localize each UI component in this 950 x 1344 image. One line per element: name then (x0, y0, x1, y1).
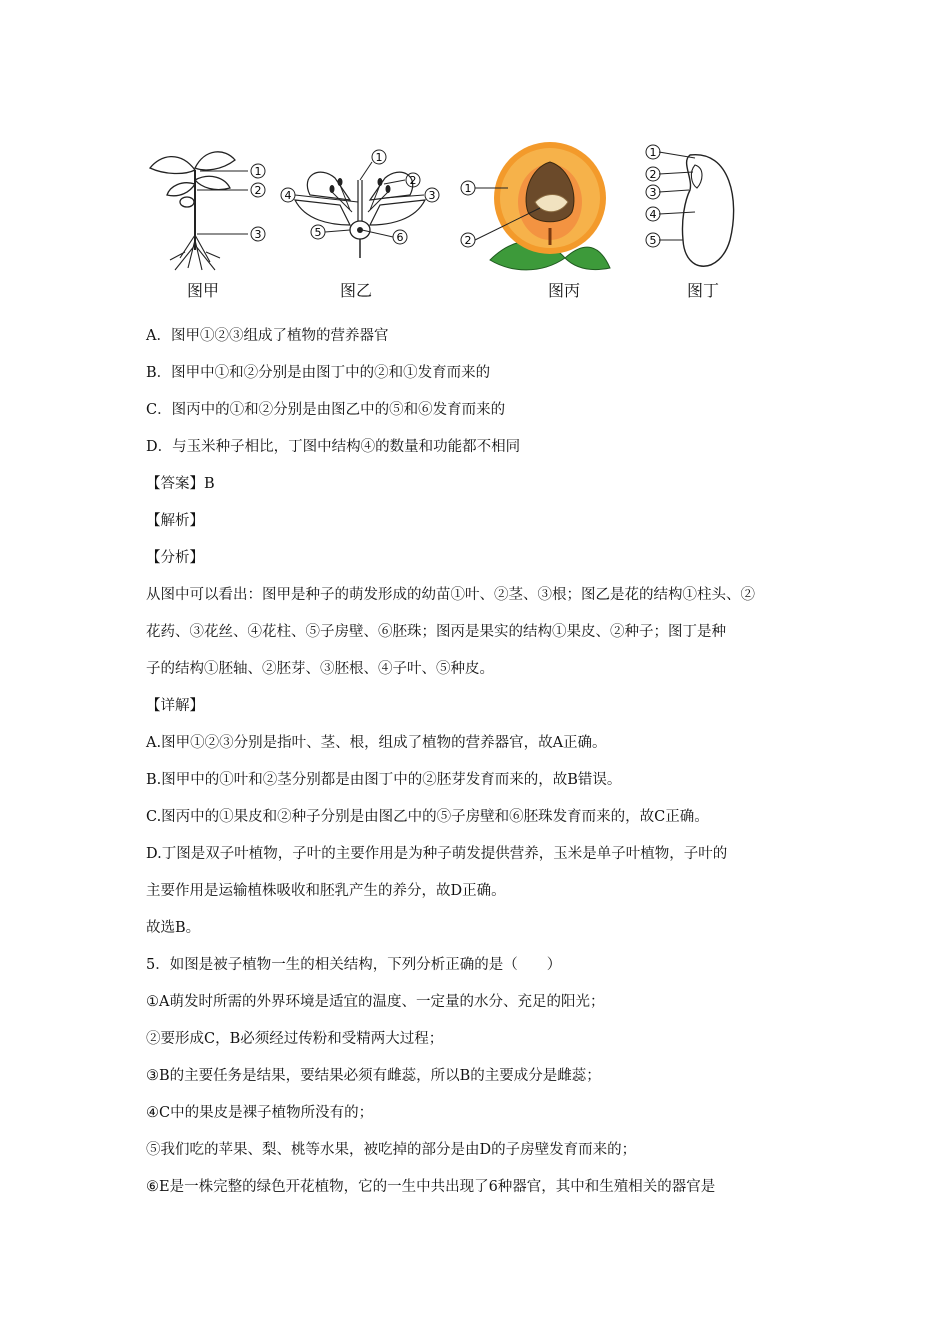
seedling-drawing (140, 140, 280, 280)
conclusion: 故选B。 (146, 920, 201, 936)
figure-jia-caption: 图甲 (187, 281, 220, 300)
detail-heading: 【详解】 (146, 698, 204, 714)
statement-4: ④C中的果皮是裸子植物所没有的； (146, 1105, 374, 1121)
option-b: B．图甲中①和②分别是由图丁中的②和①发育而来的 (146, 365, 491, 381)
statement-1: ①A萌发时所需的外界环境是适宜的温度、一定量的水分、充足的阳光； (146, 994, 605, 1010)
option-c: C．图丙中的①和②分别是由图乙中的⑤和⑥发育而来的 (146, 402, 506, 418)
statement-6: ⑥E是一株完整的绿色开花植物，它的一生中共出现了6种器官，其中和生殖相关的器官是 (146, 1179, 716, 1195)
figure-jia (140, 140, 280, 305)
seed-drawing (645, 140, 745, 280)
peach-drawing (460, 140, 630, 280)
svg-text:1: 1 (649, 146, 657, 159)
document-text (146, 318, 816, 1206)
statement-3: ③B的主要任务是结果，要结果必须有雌蕊，所以B的主要成分是雌蕊； (146, 1068, 601, 1084)
svg-text:2: 2 (409, 174, 417, 187)
svg-text:4: 4 (649, 208, 657, 221)
svg-text:3: 3 (428, 189, 436, 202)
figure-row (140, 140, 820, 305)
option-d: D．与玉米种子相比，丁图中结构④的数量和功能都不相同 (146, 439, 521, 455)
analysis-line-2: 花药、③花丝、④花柱、⑤子房壁、⑥胚珠；图丙是果实的结构①果皮、②种子；图丁是种 (146, 624, 726, 640)
svg-text:4: 4 (284, 189, 292, 202)
figure-ding (645, 140, 745, 305)
figure-bing-caption: 图丙 (548, 281, 581, 300)
svg-text:2: 2 (254, 184, 262, 197)
statement-5: ⑤我们吃的苹果、梨、桃等水果，被吃掉的部分是由D的子房壁发育而来的； (146, 1142, 637, 1158)
figure-yi (280, 140, 450, 305)
analysis-line-1: 从图中可以看出：图甲是种子的萌发形成的幼苗①叶、②茎、③根；图乙是花的结构①柱头、② (146, 587, 755, 603)
svg-text:2: 2 (464, 234, 472, 247)
svg-text:3: 3 (649, 186, 657, 199)
svg-text:5: 5 (314, 226, 322, 239)
figure-yi-caption: 图乙 (340, 281, 373, 300)
figure-ding-caption: 图丁 (687, 281, 720, 300)
detail-d-2: 主要作用是运输植株吸收和胚乳产生的养分，故D正确。 (146, 883, 506, 899)
question-5: 5．如图是被子植物一生的相关结构，下列分析正确的是（ ） (146, 957, 562, 973)
svg-text:1: 1 (254, 165, 262, 178)
detail-a: A.图甲①②③分别是指叶、茎、根，组成了植物的营养器官，故A正确。 (146, 735, 607, 751)
svg-text:6: 6 (396, 231, 404, 244)
svg-text:1: 1 (464, 182, 472, 195)
flower-drawing (280, 140, 450, 280)
answer-label: 【答案】B (146, 476, 215, 492)
figure-bing (460, 140, 630, 305)
svg-text:1: 1 (375, 151, 383, 164)
statement-2: ②要形成C，B必须经过传粉和受精两大过程； (146, 1031, 444, 1047)
detail-c: C.图丙中的①果皮和②种子分别是由图乙中的⑤子房壁和⑥胚珠发育而来的，故C正确。 (146, 809, 709, 825)
detail-b: B.图甲中的①叶和②茎分别都是由图丁中的②胚芽发育而来的，故B错误。 (146, 772, 622, 788)
analysis-heading: 【解析】 (146, 513, 204, 529)
svg-text:2: 2 (649, 168, 657, 181)
svg-text:5: 5 (649, 234, 657, 247)
detail-d-1: D.丁图是双子叶植物，子叶的主要作用是为种子萌发提供营养，玉米是单子叶植物，子叶的 (146, 846, 728, 862)
option-a: A．图甲①②③组成了植物的营养器官 (146, 328, 389, 344)
svg-text:3: 3 (254, 228, 262, 241)
analysis-line-3: 子的结构①胚轴、②胚芽、③胚根、④子叶、⑤种皮。 (146, 661, 494, 677)
fenxi-heading: 【分析】 (146, 550, 204, 566)
